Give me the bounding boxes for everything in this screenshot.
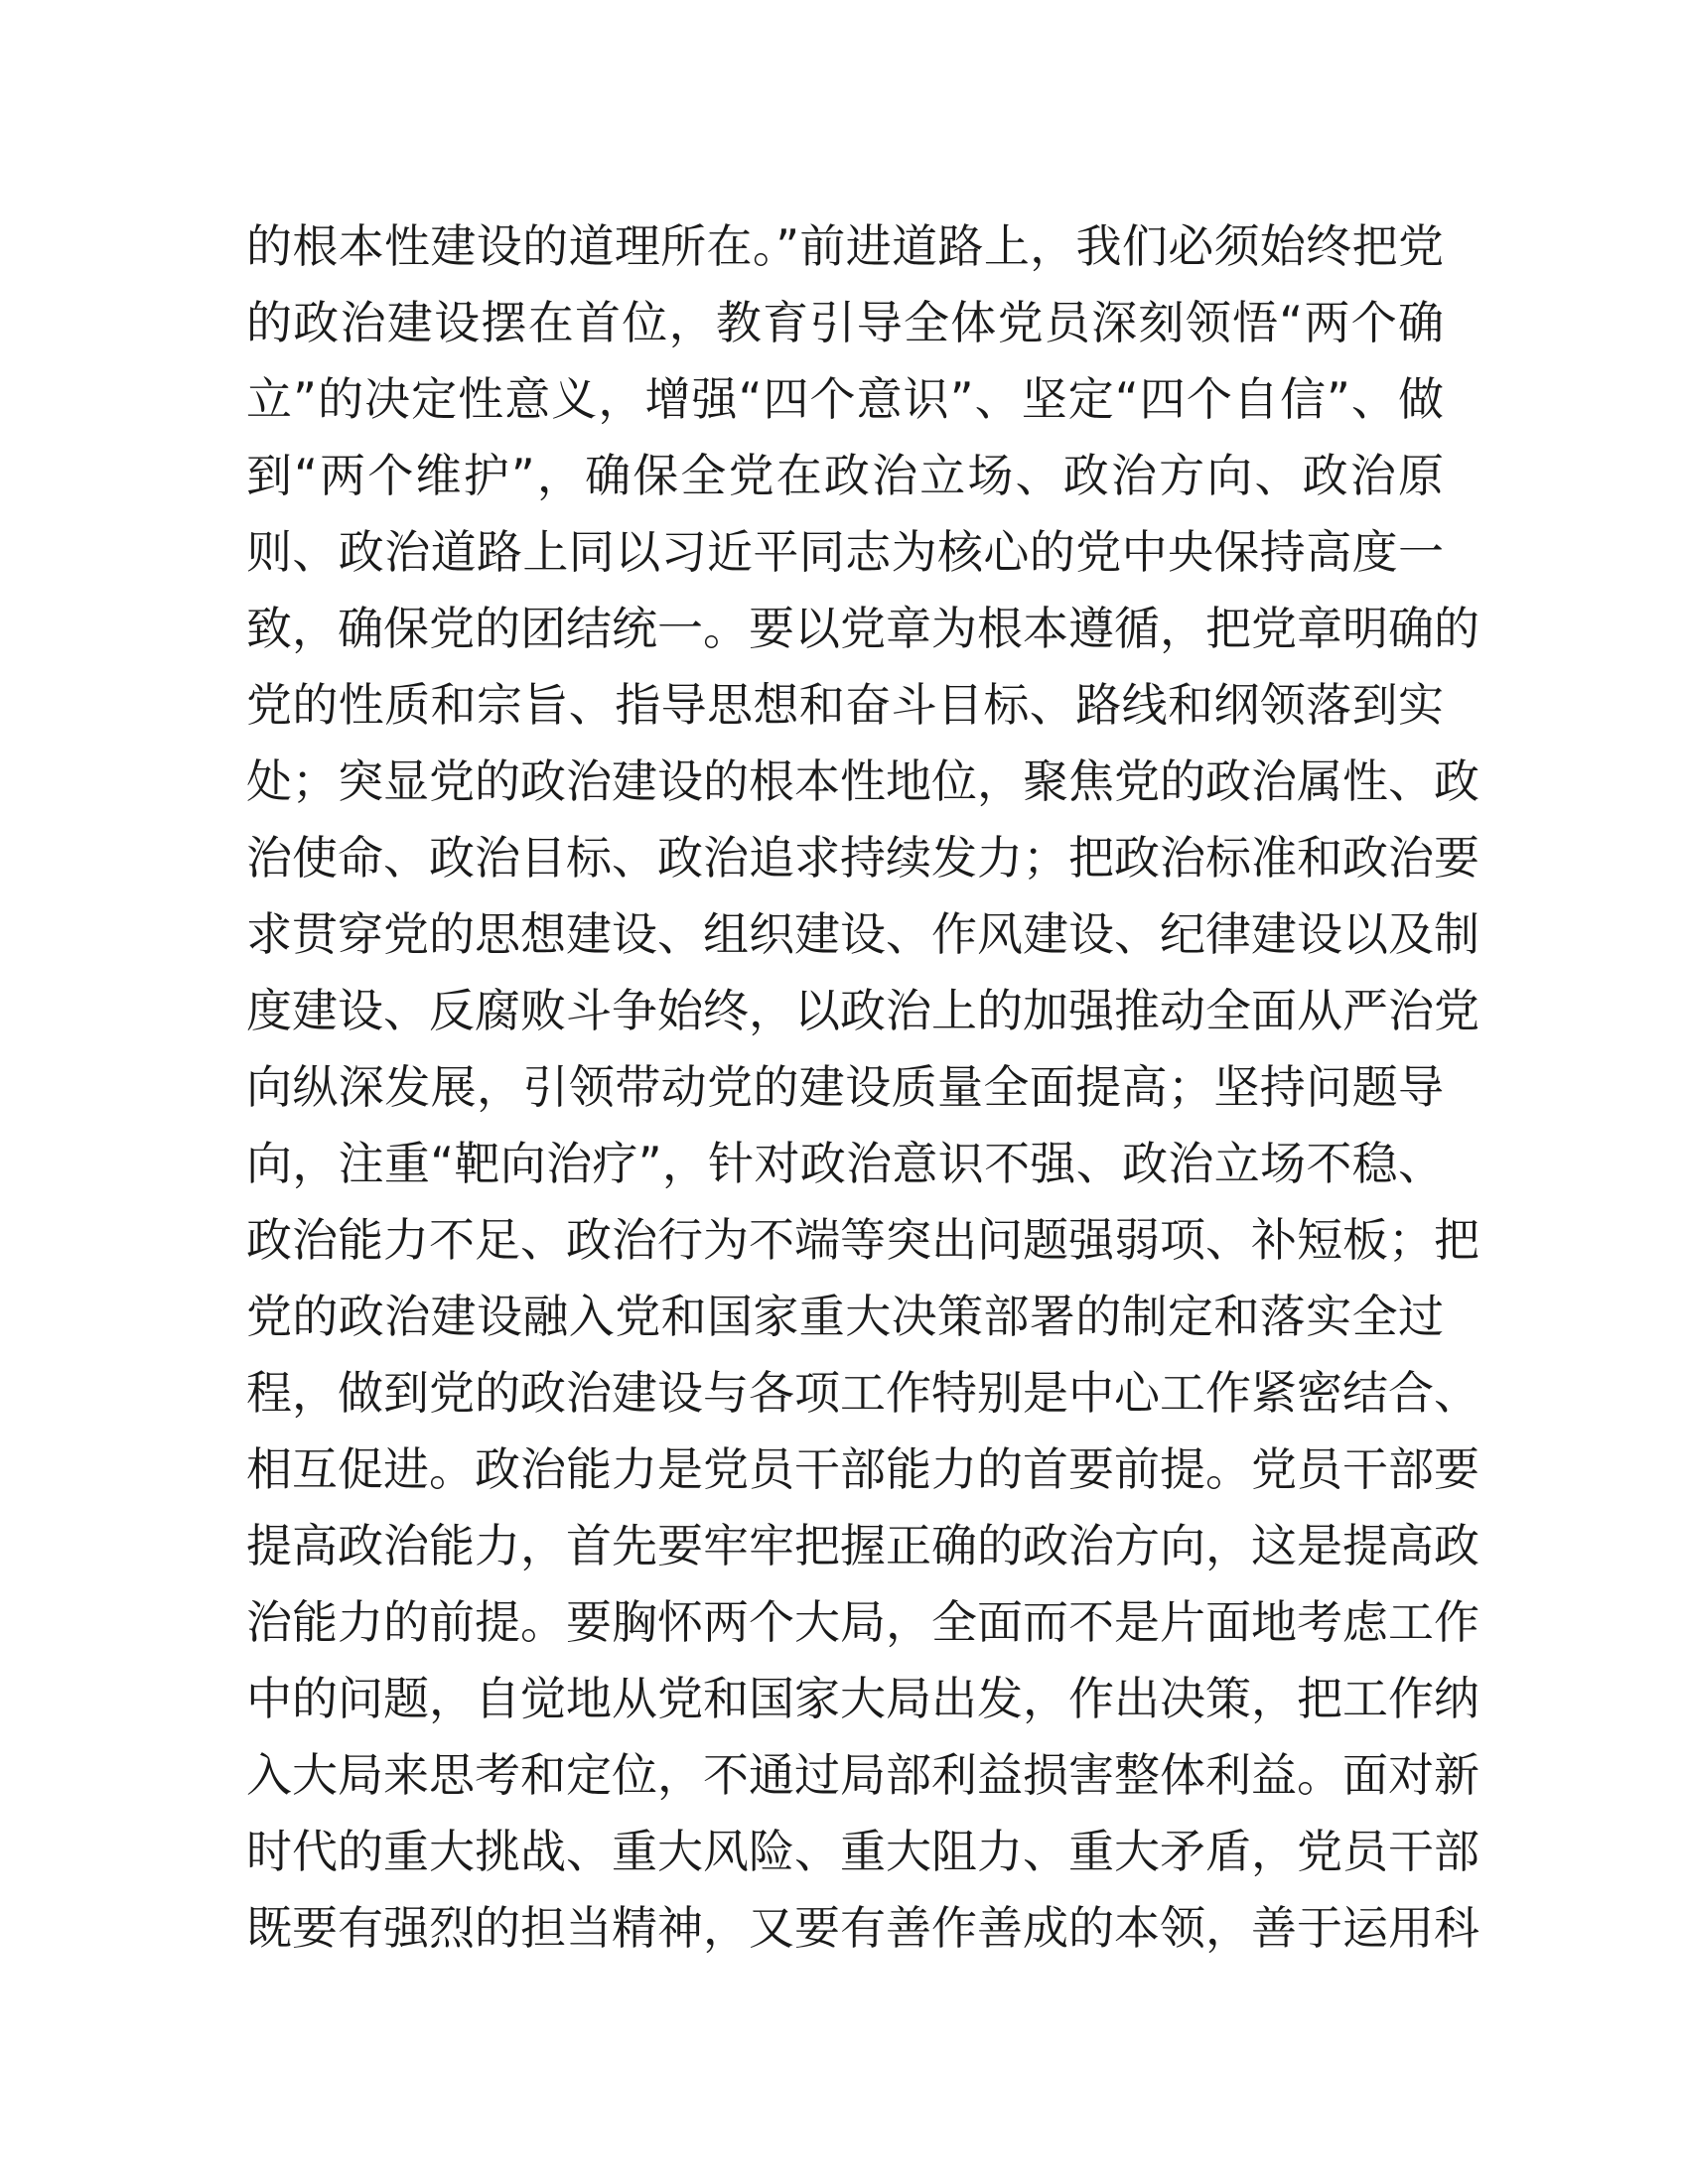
text-line: 立”的决定性意义，增强“四个意识”、坚定“四个自信”、做 <box>246 372 1444 426</box>
text-line: 致，确保党的团结统一。要以党章为根本遵循，把党章明确的 <box>246 602 1479 655</box>
text-line: 向，注重“靶向治疗”，针对政治意识不强、政治立场不稳、 <box>246 1137 1444 1190</box>
text-line: 的根本性建设的道理所在。”前进道路上，我们必须始终把党 <box>246 219 1444 273</box>
text-line: 到“两个维护”，确保全党在政治立场、政治方向、政治原 <box>246 449 1444 502</box>
text-line: 的政治建设摆在首位，教育引导全体党员深刻领悟“两个确 <box>246 296 1444 349</box>
text-line: 相互促进。政治能力是党员干部能力的首要前提。党员干部要 <box>246 1442 1479 1496</box>
text-line: 处；突显党的政治建设的根本性地位，聚焦党的政治属性、政 <box>246 754 1479 808</box>
text-line: 入大局来思考和定位，不通过局部利益损害整体利益。面对新 <box>246 1748 1479 1802</box>
text-line: 党的性质和宗旨、指导思想和奋斗目标、路线和纲领落到实 <box>246 678 1444 732</box>
text-line: 治能力的前提。要胸怀两个大局，全面而不是片面地考虑工作 <box>246 1595 1479 1649</box>
text-line: 提高政治能力，首先要牢牢把握正确的政治方向，这是提高政 <box>246 1519 1479 1572</box>
text-line: 政治能力不足、政治行为不端等突出问题强弱项、补短板；把 <box>246 1213 1479 1267</box>
text-line: 程，做到党的政治建设与各项工作特别是中心工作紧密结合、 <box>246 1366 1479 1420</box>
text-line: 向纵深发展，引领带动党的建设质量全面提高；坚持问题导 <box>246 1060 1444 1114</box>
text-line: 治使命、政治目标、政治追求持续发力；把政治标准和政治要 <box>246 831 1479 885</box>
text-line: 求贯穿党的思想建设、组织建设、作风建设、纪律建设以及制 <box>246 907 1479 961</box>
text-line: 时代的重大挑战、重大风险、重大阻力、重大矛盾，党员干部 <box>246 1825 1479 1878</box>
body-paragraph <box>246 208 1479 1967</box>
text-line: 中的问题，自觉地从党和国家大局出发，作出决策，把工作纳 <box>246 1672 1479 1725</box>
text-line: 既要有强烈的担当精神，又要有善作善成的本领，善于运用科 <box>246 1901 1479 1955</box>
text-line: 则、政治道路上同以习近平同志为核心的党中央保持高度一 <box>246 525 1444 579</box>
text-line: 度建设、反腐败斗争始终，以政治上的加强推动全面从严治党 <box>246 984 1479 1037</box>
text-line: 党的政治建设融入党和国家重大决策部署的制定和落实全过 <box>246 1290 1444 1343</box>
